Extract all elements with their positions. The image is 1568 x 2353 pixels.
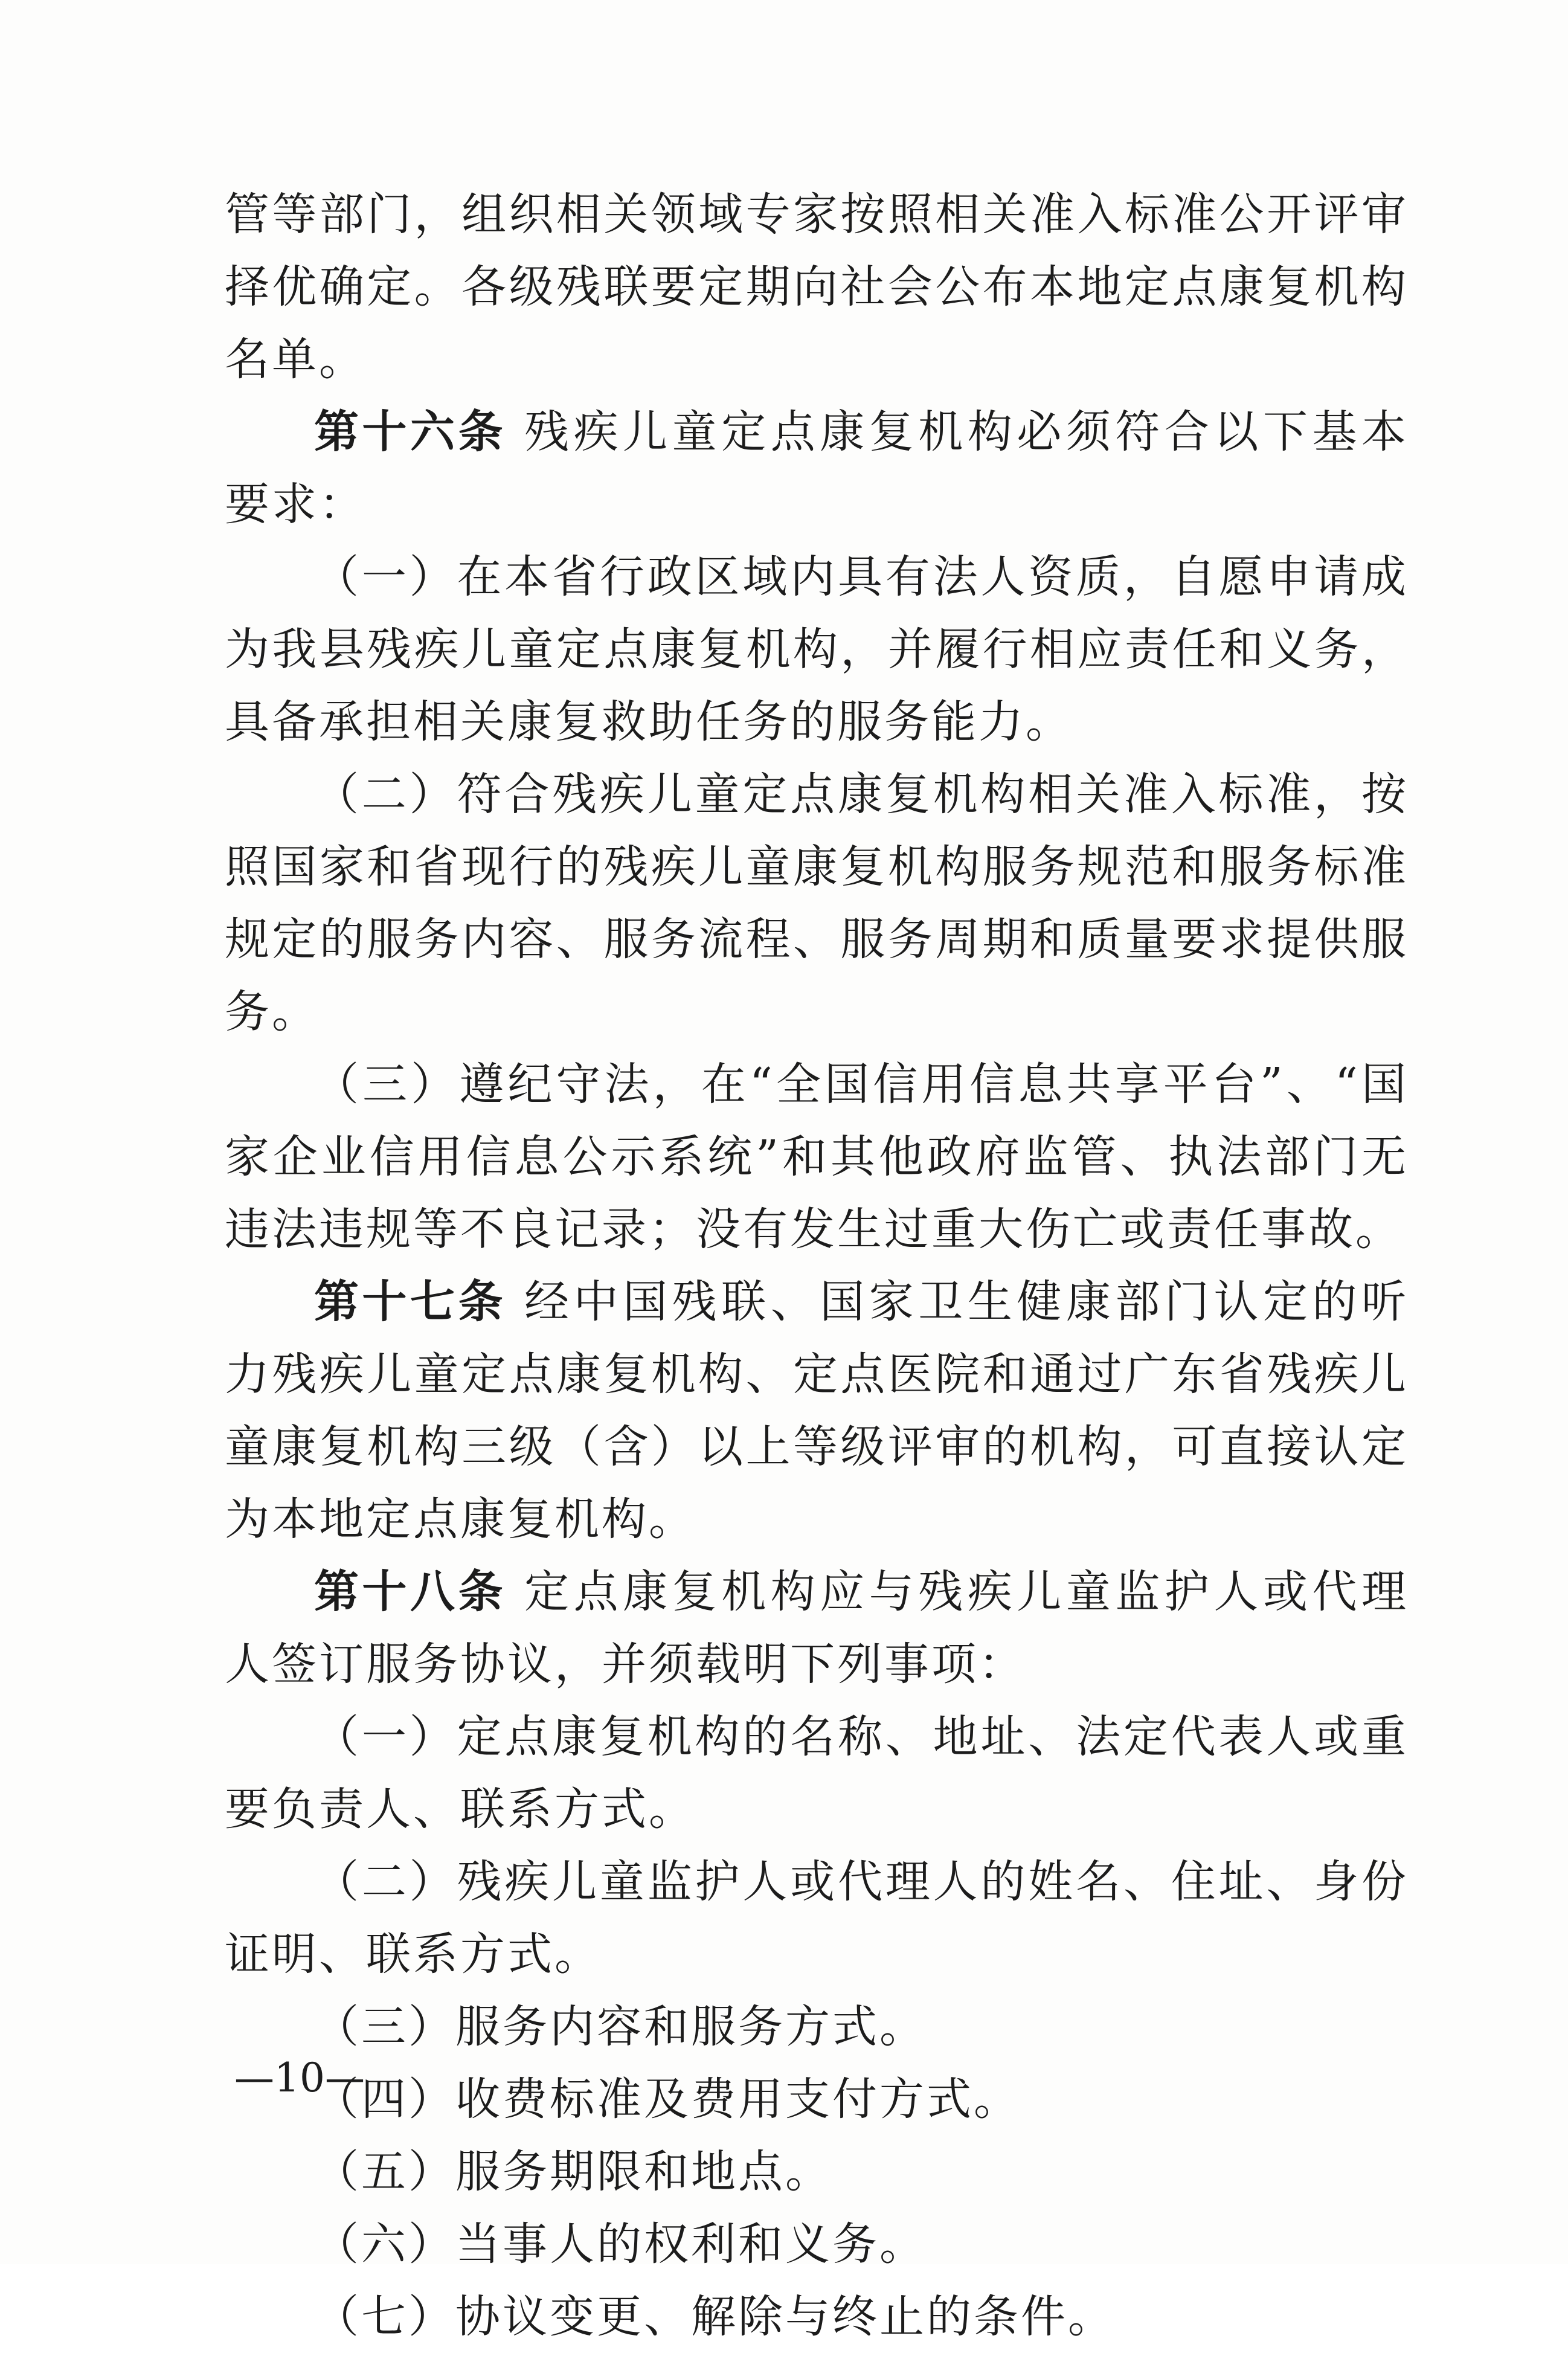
paragraph-text: 定点康复机构应与残疾儿童监护人或代理人签订服务协议，并须载明下列事项： xyxy=(225,1566,1409,1690)
paragraph-text: （五）服务期限和地点。 xyxy=(314,2146,832,2198)
article-16 xyxy=(225,396,1409,541)
document-body xyxy=(225,178,1409,2353)
paragraph-text: （三）服务内容和服务方式。 xyxy=(314,2001,927,2053)
article-18-item-3 xyxy=(225,1991,1409,2063)
paragraph-text: （一）定点康复机构的名称、地址、法定代表人或重要负责人、联系方式。 xyxy=(225,1711,1409,1835)
article-heading: 第十八条 xyxy=(314,1566,507,1618)
paragraph-text: （四）收费标准及费用支付方式。 xyxy=(314,2073,1021,2125)
article-heading: 第十六条 xyxy=(314,406,507,458)
article-16-item-2 xyxy=(225,758,1409,1048)
paragraph-text: 经中国残联、国家卫生健康部门认定的听力残疾儿童定点康复机构、定点医院和通过广东省残疾儿童康复机构三级（含）以上等级评审的机构，可直接认定为本地定点康复机构。 xyxy=(225,1276,1409,1545)
article-18-item-2 xyxy=(225,1846,1409,1991)
article-16-item-3 xyxy=(225,1048,1409,1266)
article-18-item-7 xyxy=(225,2281,1409,2353)
paragraph-text: （三）遵纪守法，在“全国信用信息共享平台”、“国家企业信用信息公示系统”和其他政府监管、执法部门无违法违规等不良记录；没有发生过重大伤亡或责任事故。 xyxy=(225,1058,1409,1255)
article-18-item-4 xyxy=(225,2063,1409,2136)
article-16-item-1 xyxy=(225,541,1409,758)
paragraph-text: （六）当事人的权利和义务。 xyxy=(314,2218,927,2270)
paragraph-text: （七）协议变更、解除与终止的条件。 xyxy=(314,2291,1115,2343)
article-17 xyxy=(225,1266,1409,1556)
article-18 xyxy=(225,1556,1409,1701)
paragraph-text: （二）符合残疾儿童定点康复机构相关准入标准，按照国家和省现行的残疾儿童康复机构服务规范和服务标准规定的服务内容、服务流程、服务周期和质量要求提供服务。 xyxy=(225,768,1409,1038)
article-18-item-1 xyxy=(225,1701,1409,1846)
paragraph-text: 管等部门，组织相关领域专家按照相关准入标准公开评审择优确定。各级残联要定期向社会公布本地定点康复机构名单。 xyxy=(225,188,1409,385)
article-18-item-6 xyxy=(225,2208,1409,2281)
paragraph-text: （二）残疾儿童监护人或代理人的姓名、住址、身份证明、联系方式。 xyxy=(225,1856,1409,1980)
article-heading: 第十七条 xyxy=(314,1276,507,1328)
paragraph-continuation xyxy=(225,178,1409,396)
paragraph-text: 残疾儿童定点康复机构必须符合以下基本要求： xyxy=(225,406,1409,530)
article-18-item-5 xyxy=(225,2136,1409,2208)
paragraph-text: （一）在本省行政区域内具有法人资质，自愿申请成为我县残疾儿童定点康复机构，并履行相应责任和义务，具备承担相关康复救助任务的服务能力。 xyxy=(225,551,1409,748)
page-number: —10— xyxy=(234,2055,365,2101)
